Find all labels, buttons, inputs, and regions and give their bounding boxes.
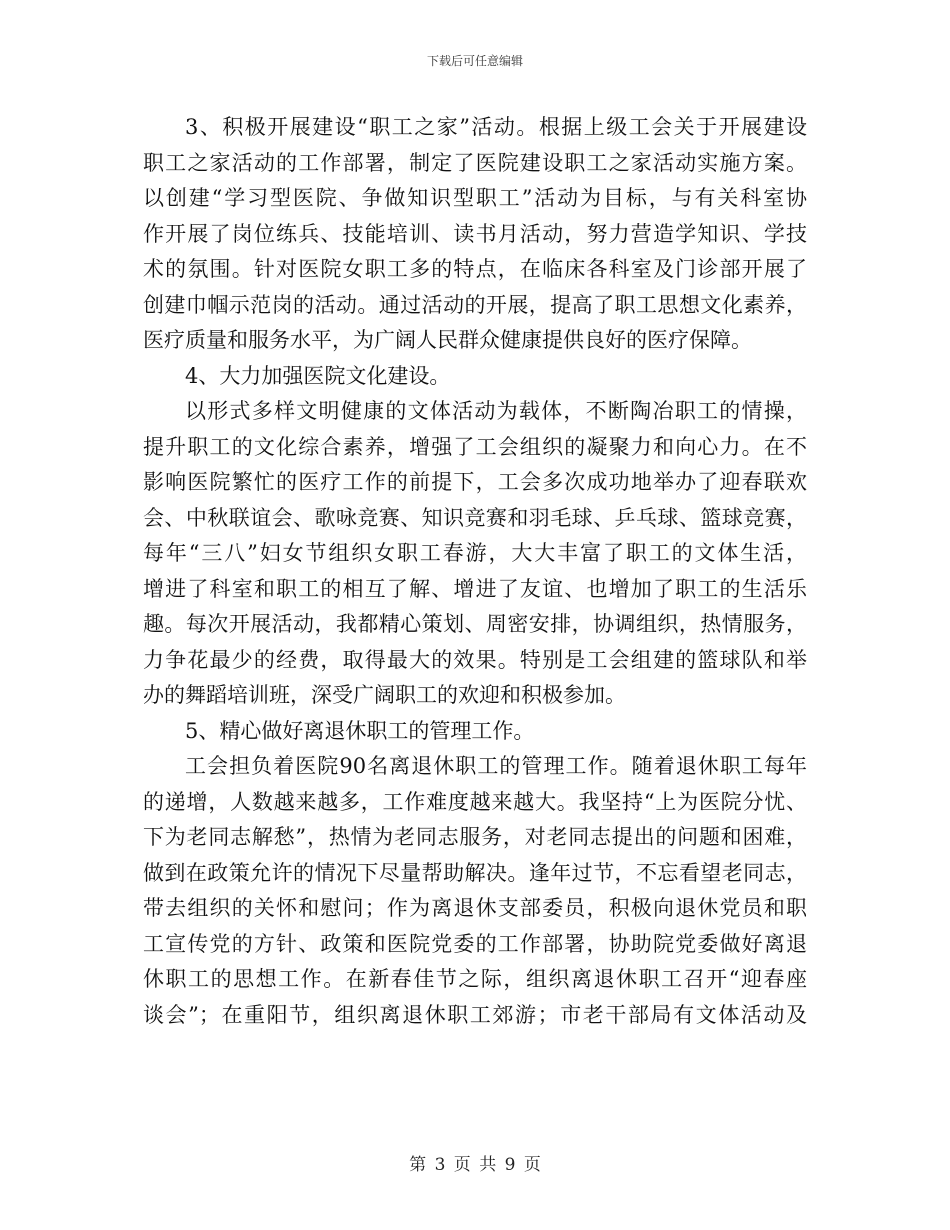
page-header-note: 下载后可任意编辑 xyxy=(426,54,523,68)
text-line: 工宣传党的方针、政策和医院党委的工作部署，协助院党委做好离退 xyxy=(143,931,807,956)
text-line: 带去组织的关怀和慰问；作为离退休支部委员，积极向退休党员和职 xyxy=(143,896,807,920)
text-line: 医疗质量和服务水平，为广阔人民群众健康提供良好的医疗保障。 xyxy=(143,328,752,352)
text-line: 每年“三八”妇女节组织女职工春游，大大丰富了职工的文体生活， xyxy=(143,541,807,565)
section-heading: 4、大力加强医院文化建设。 xyxy=(185,363,451,388)
text-line: 会、中秋联谊会、歌咏竞赛、知识竞赛和羽毛球、乒乓球、篮球竞赛， xyxy=(143,505,807,530)
text-line: 创建巾帼示范岗的活动。通过活动的开展，提高了职工思想文化素养， xyxy=(143,292,807,317)
document-body xyxy=(143,110,807,1033)
text-line: 力争花最少的经费，取得最大的效果。特别是工会组建的篮球队和举 xyxy=(143,647,807,672)
text-line: 影响医院繁忙的医疗工作的前提下，工会多次成功地举办了迎春联欢 xyxy=(143,470,807,494)
text-line: 做到在政策允许的情况下尽量帮助解决。逢年过节，不忘看望老同志， xyxy=(143,860,807,885)
text-line: 3、积极开展建设“职工之家”活动。根据上级工会关于开展建设 xyxy=(185,115,807,139)
text-line: 下为老同志解愁”，热情为老同志服务，对老同志提出的问题和困难， xyxy=(143,825,807,849)
text-line: 以形式多样文明健康的文体活动为载体，不断陶冶职工的情操， xyxy=(185,399,807,423)
text-line: 作开展了岗位练兵、技能培训、读书月活动，努力营造学知识、学技 xyxy=(143,221,807,246)
section-heading: 5、精心做好离退休职工的管理工作。 xyxy=(185,718,535,743)
text-line: 工会担负着医院90名离退休职工的管理工作。随着退休职工每年 xyxy=(185,754,807,778)
text-line: 增进了科室和职工的相互了解、增进了友谊、也增加了职工的生活乐 xyxy=(143,576,807,601)
text-line: 职工之家活动的工作部署，制定了医院建设职工之家活动实施方案。 xyxy=(143,150,807,175)
text-line: 以创建“学习型医院、争做知识型职工”活动为目标，与有关科室协 xyxy=(143,186,807,210)
text-line: 趣。每次开展活动，我都精心策划、周密安排，协调组织，热情服务， xyxy=(143,612,807,636)
text-line: 休职工的思想工作。在新春佳节之际，组织离退休职工召开“迎春座 xyxy=(143,967,807,991)
page-number-footer: 第 3 页 共 9 页 xyxy=(409,1155,541,1175)
text-line: 谈会”；在重阳节，组织离退休职工郊游；市老干部局有文体活动及 xyxy=(143,1002,807,1027)
text-line: 术的氛围。针对医院女职工多的特点，在临床各科室及门诊部开展了 xyxy=(143,257,807,281)
text-line: 提升职工的文化综合素养，增强了工会组织的凝聚力和向心力。在不 xyxy=(143,434,807,459)
text-line: 办的舞蹈培训班，深受广阔职工的欢迎和积极参加。 xyxy=(143,683,626,707)
text-line: 的递增，人数越来越多，工作难度越来越大。我坚持“上为医院分忧、 xyxy=(143,789,807,814)
